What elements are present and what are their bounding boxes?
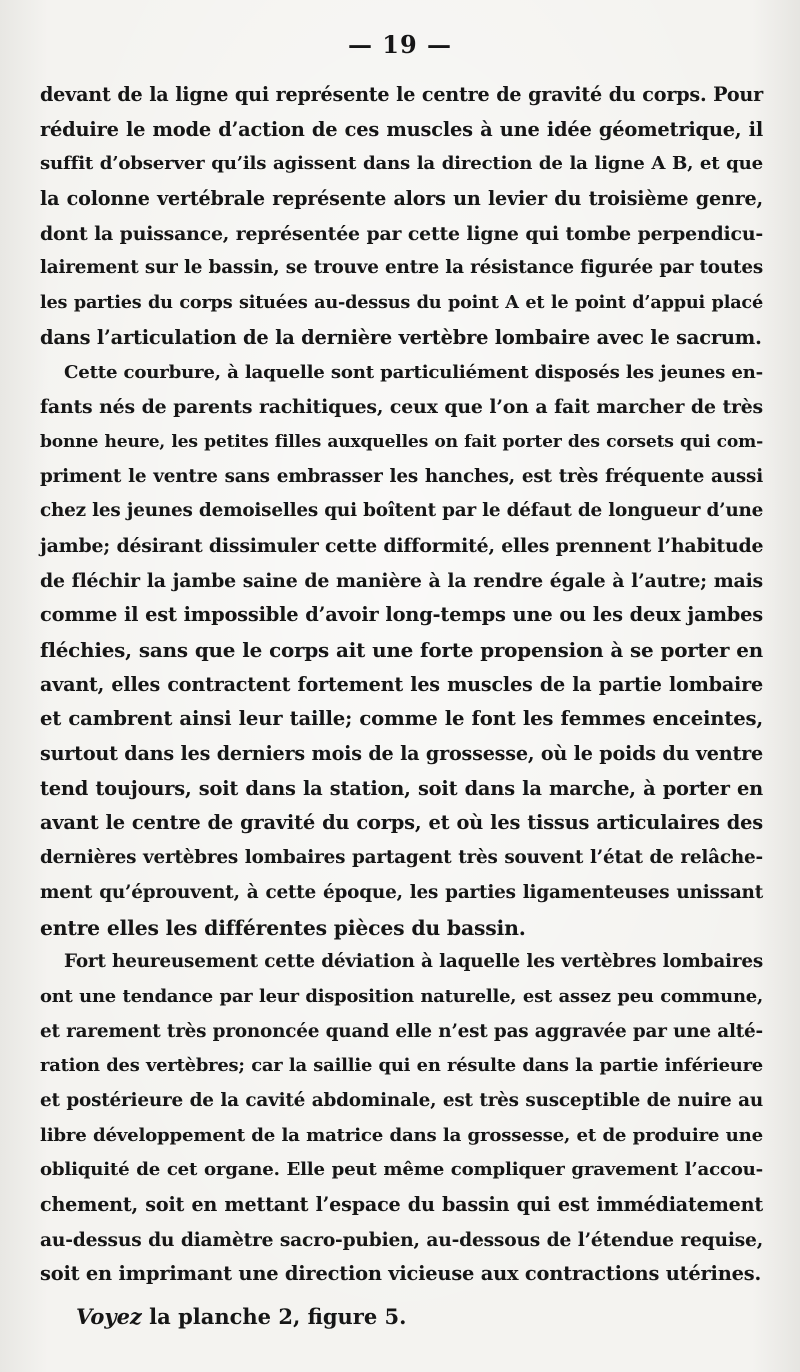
text-line: fants nés de parents rachitiques, ceux que l’on a fait marcher de très: [40, 396, 763, 419]
page-number: — 19 —: [347, 30, 453, 59]
plate-reference-text: la planche 2, figure 5.: [141, 1304, 407, 1329]
text-line: et postérieure de la cavité abdominale, est très susceptible de nuire au: [40, 1089, 763, 1111]
text-line: soit en imprimant une direction vicieuse aux contractions utérines.: [40, 1262, 761, 1286]
text-line: Fort heureusement cette déviation à laquelle les vertèbres lombaires: [64, 951, 763, 973]
text-line: priment le ventre sans embrasser les hanches, est très fréquente aussi: [40, 465, 763, 487]
text-line: surtout dans les derniers mois de la grossesse, où le poids du ventre: [40, 742, 763, 766]
body-text: [40, 78, 763, 1292]
text-line: au-dessus du diamètre sacro-pubien, au-dessous de l’étendue requise,: [40, 1228, 763, 1251]
text-line: et cambrent ainsi leur taille; comme le font les femmes enceintes,: [40, 707, 763, 731]
text-line: ont une tendance par leur disposition naturelle, est assez peu commune,: [40, 985, 763, 1007]
text-line: devant de la ligne qui représente le centre de gravité du corps. Pour: [40, 83, 763, 106]
text-line: comme il est impossible d’avoir long-temps une ou les deux jambes: [40, 603, 763, 627]
paragraph: [40, 78, 763, 356]
plate-reference: [76, 1304, 406, 1329]
paragraph: [40, 945, 763, 1292]
text-line: chement, soit en mettant l’espace du bassin qui est immédiatement: [40, 1193, 763, 1216]
text-line: avant, elles contractent fortement les muscles de la partie lombaire: [40, 672, 763, 696]
text-line: ment qu’éprouvent, à cette époque, les parties ligamenteuses unissant: [40, 881, 763, 903]
paragraph: [40, 356, 763, 946]
text-line: libre développement de la matrice dans la grossesse, et de produire une: [40, 1124, 763, 1146]
text-line: bonne heure, les petites filles auxquelles on fait porter des corsets qui com-: [40, 431, 763, 452]
text-line: ration des vertèbres; car la saillie qui en résulte dans la partie inférieure: [40, 1055, 763, 1077]
text-line: dernières vertèbres lombaires partagent très souvent l’état de relâche-: [40, 847, 763, 869]
text-line: lairement sur le bassin, se trouve entre la résistance figurée par toutes: [40, 257, 763, 279]
text-line: fléchies, sans que le corps ait une forte propension à se porter en: [40, 638, 763, 662]
text-line: obliquité de cet organe. Elle peut même compliquer gravement l’accou-: [40, 1159, 763, 1181]
text-line: Cette courbure, à laquelle sont particuliément disposés les jeunes en-: [64, 361, 763, 383]
text-line: avant le centre de gravité du corps, et où les tissus articulaires des: [40, 811, 763, 835]
text-line: la colonne vertébrale représente alors un levier du troisième genre,: [40, 187, 763, 211]
text-line: tend toujours, soit dans la station, soit dans la marche, à porter en: [40, 776, 763, 800]
text-line: entre elles les différentes pièces du bassin.: [40, 915, 526, 940]
text-line: réduire le mode d’action de ces muscles à une idée géometrique, il: [40, 117, 763, 141]
plate-reference-prefix: Voyez: [76, 1304, 142, 1329]
text-line: jambe; désirant dissimuler cette difformité, elles prennent l’habitude: [40, 534, 764, 557]
text-line: chez les jeunes demoiselles qui boîtent par le défaut de longueur d’une: [40, 500, 764, 522]
text-line: suffit d’observer qu’ils agissent dans la direction de la ligne A B, et que: [40, 153, 763, 175]
text-line: de fléchir la jambe saine de manière à la rendre égale à l’autre; mais: [40, 569, 763, 592]
text-line: dans l’articulation de la dernière vertèbre lombaire avec le sacrum.: [40, 325, 762, 349]
text-line: et rarement très prononcée quand elle n’est pas aggravée par une alté-: [40, 1020, 763, 1042]
text-line: les parties du corps situées au-dessus du point A et le point d’appui placé: [40, 292, 763, 314]
text-line: dont la puissance, représentée par cette ligne qui tombe perpendicu-: [40, 222, 763, 245]
